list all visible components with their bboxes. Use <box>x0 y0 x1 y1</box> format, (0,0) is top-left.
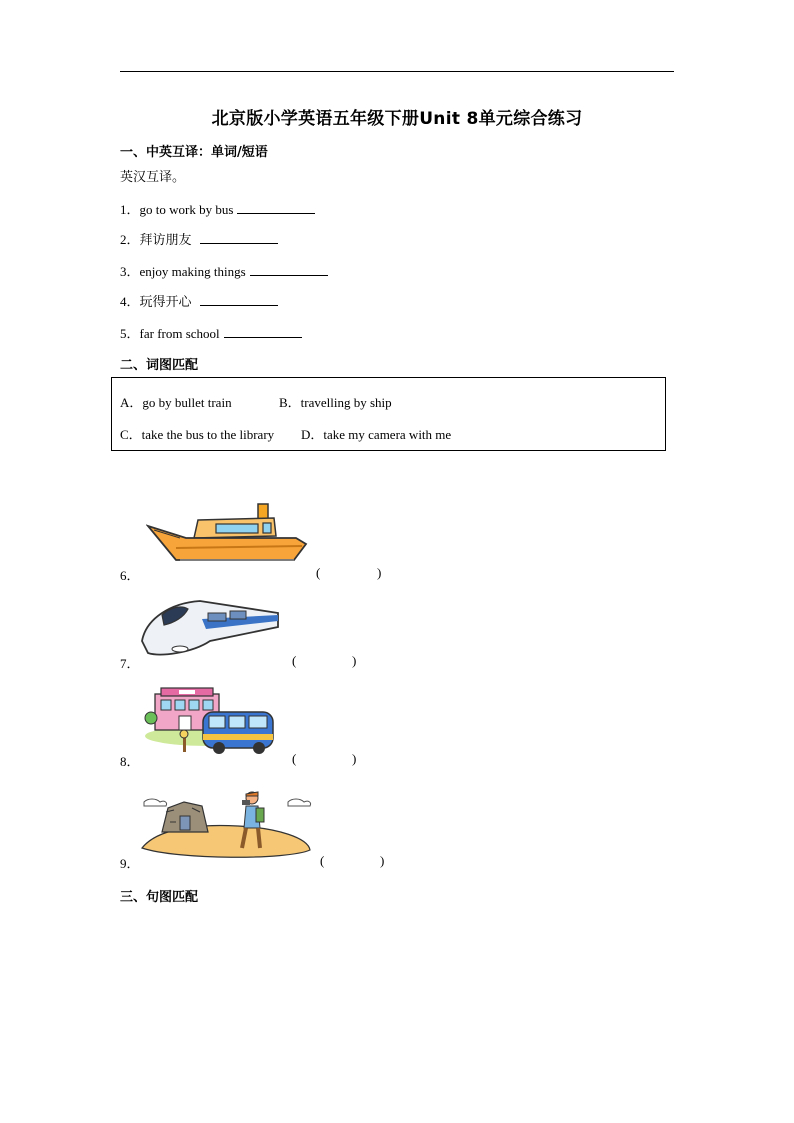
option-c <box>120 424 274 443</box>
question-6-number: 6． <box>120 568 140 583</box>
section3-heading: 三、句图匹配 <box>120 890 199 905</box>
item-text: far from school <box>139 326 220 341</box>
option-text: take the bus to the library <box>141 427 275 442</box>
option-a <box>120 392 232 411</box>
bullet-train-icon <box>140 597 282 659</box>
answer-blank[interactable] <box>224 327 302 338</box>
answer-paren-close: ) <box>352 751 357 766</box>
section1-heading: 一、中英互译：单词/短语 <box>120 145 268 160</box>
answer-paren-close: ) <box>380 853 385 868</box>
item-text: 玩得开心 <box>139 295 192 310</box>
answer-paren-close: ) <box>352 653 357 668</box>
options-box <box>111 377 666 451</box>
item-number: 1． <box>120 202 140 217</box>
item-number: 5． <box>120 326 140 341</box>
question-8-number: 8． <box>120 754 140 769</box>
option-text: take my camera with me <box>323 427 452 442</box>
item-text: 拜访朋友 <box>139 233 192 248</box>
item-text: enjoy making things <box>139 264 246 279</box>
answer-paren-open: ( <box>292 751 297 766</box>
question-9-number: 9． <box>120 856 140 871</box>
item-number: 4． <box>120 294 140 309</box>
option-text: travelling by ship <box>300 395 392 410</box>
item-number: 3． <box>120 264 140 279</box>
option-letter: A． <box>120 395 143 410</box>
option-letter: C． <box>120 427 142 442</box>
translate-item-1 <box>120 199 315 218</box>
answer-blank[interactable] <box>250 265 328 276</box>
translate-item-2 <box>120 229 278 248</box>
section1-instruction: 英汉互译。 <box>120 170 186 185</box>
page-title: 北京版小学英语五年级下册Unit 8单元综合练习 <box>211 109 583 129</box>
answer-paren-close: ) <box>377 565 382 580</box>
option-d <box>301 424 451 443</box>
item-number: 2． <box>120 232 140 247</box>
answer-paren-open: ( <box>292 653 297 668</box>
answer-blank[interactable] <box>200 233 278 244</box>
translate-item-4 <box>120 291 278 310</box>
translate-item-3 <box>120 261 328 280</box>
bus-library-icon <box>143 686 277 758</box>
question-7-number: 7． <box>120 656 140 671</box>
item-text: go to work by bus <box>139 202 234 217</box>
option-letter: D． <box>301 427 324 442</box>
translate-item-5 <box>120 323 302 342</box>
option-b <box>279 392 392 411</box>
option-letter: B． <box>279 395 301 410</box>
answer-blank[interactable] <box>237 203 315 214</box>
answer-paren-open: ( <box>320 853 325 868</box>
header-rule <box>120 71 674 72</box>
option-text: go by bullet train <box>142 395 232 410</box>
ship-icon <box>146 500 308 566</box>
section2-heading: 二、词图匹配 <box>120 358 199 373</box>
answer-paren-open: ( <box>316 565 321 580</box>
answer-blank[interactable] <box>200 295 278 306</box>
photographer-icon <box>138 788 314 860</box>
